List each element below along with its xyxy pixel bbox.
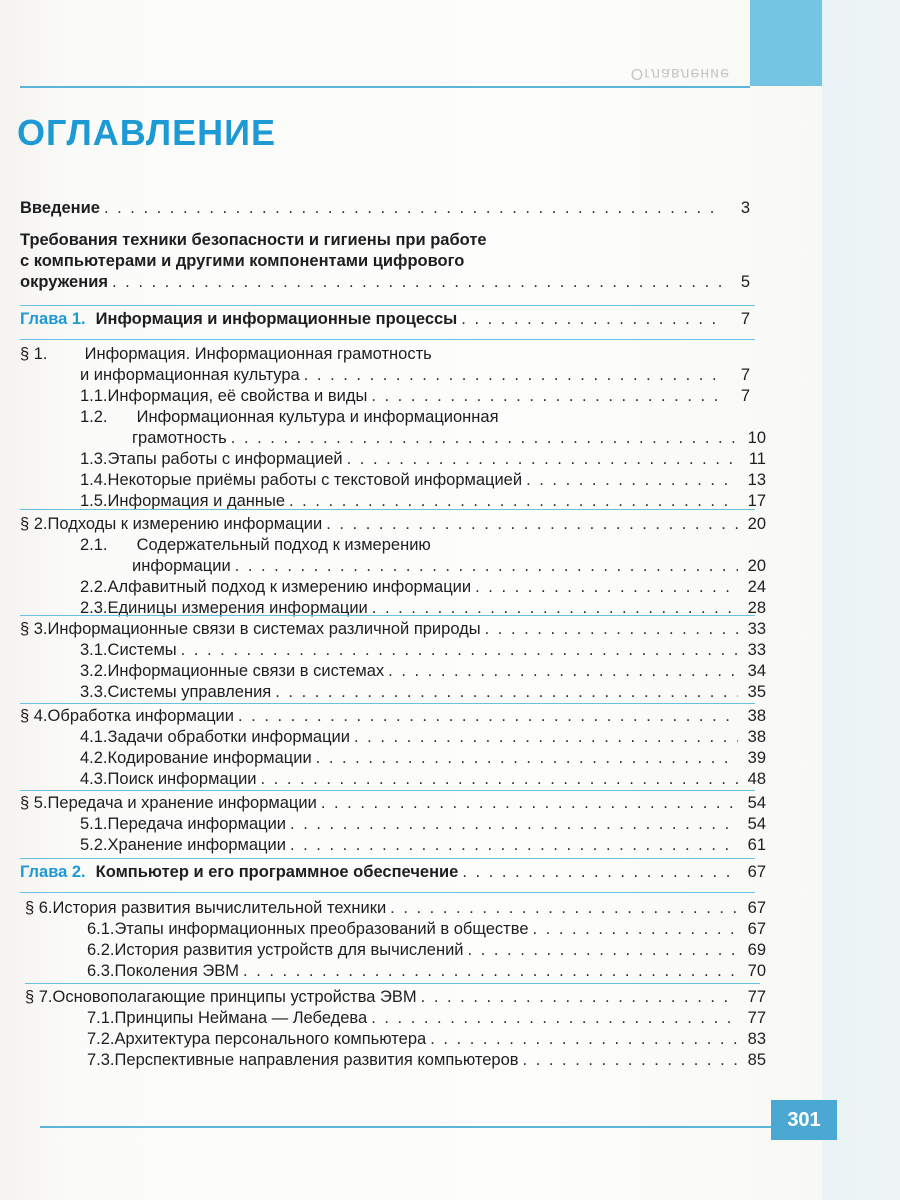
subsection-title: Системы управления (107, 683, 272, 701)
subsection-number: 5.1. (80, 815, 108, 833)
toc-section-6[interactable] (25, 898, 766, 918)
toc-entry-page: 70 (747, 962, 766, 980)
subsection-title: Передача информации (107, 815, 287, 833)
subsection-title: Информация и данные (107, 492, 286, 510)
toc-entry-page: 54 (747, 815, 766, 833)
subsection-title: История развития устройств для вычислений (114, 941, 464, 959)
subsection-number: 7.3. (87, 1051, 115, 1069)
toc-subsection-3-3[interactable] (80, 682, 766, 702)
subsection-title: Хранение информации (107, 836, 286, 854)
subsection-title-line2: грамотность (132, 429, 227, 447)
leader-dots (371, 1008, 738, 1028)
toc-entry-page: 33 (747, 641, 766, 659)
toc-subsection-1-5[interactable] (80, 491, 766, 511)
subsection-number: 4.1. (80, 728, 108, 746)
toc-subsection-6-1[interactable] (87, 919, 766, 939)
toc-entry-page: 20 (747, 557, 766, 575)
toc-entry-page: 38 (747, 728, 766, 746)
toc-entry-title: Введение (20, 199, 100, 217)
toc-entry-page: 33 (747, 620, 766, 638)
leader-dots (289, 491, 738, 511)
footer-rule (40, 1126, 771, 1128)
subsection-title: Алфавитный подход к измерению информации (107, 578, 472, 596)
section-number: § 1. (20, 345, 48, 363)
toc-entry-page: 13 (747, 471, 766, 489)
toc-entry-page: 34 (747, 662, 766, 680)
leader-dots (304, 365, 722, 385)
subsection-number: 2.3. (80, 599, 108, 617)
subsection-number: 4.2. (80, 749, 108, 767)
toc-chapter-1[interactable] (20, 309, 750, 329)
subsection-number: 3.1. (80, 641, 108, 659)
toc-section-3[interactable] (20, 619, 766, 639)
leader-dots (421, 987, 738, 1007)
toc-entry-page: 67 (747, 863, 766, 881)
leader-dots (462, 862, 738, 882)
toc-entry-page: 61 (747, 836, 766, 854)
toc-entry-page: 28 (747, 599, 766, 617)
subsection-number: 3.2. (80, 662, 108, 680)
section-title: Основополагающие принципы устройства ЭВМ (52, 988, 417, 1006)
chapter-title: Информация и информационные процессы (95, 310, 458, 328)
toc-entry-safety-line2: с компьютерами и другими компонентами цифрового (20, 252, 465, 270)
toc-entry-page: 10 (747, 429, 766, 447)
section-title: Информационные связи в системах различной природы (47, 620, 481, 638)
toc-entry-page: 48 (747, 770, 766, 788)
chapter-separator (20, 858, 755, 859)
toc-entry-page: 54 (747, 794, 766, 812)
toc-section-2[interactable] (20, 514, 766, 534)
toc-section-5[interactable] (20, 793, 766, 813)
subsection-title: Этапы работы с информацией (107, 450, 343, 468)
subsection-number: 4.3. (80, 770, 108, 788)
leader-dots (181, 640, 738, 660)
toc-entry-page: 69 (747, 941, 766, 959)
subsection-number: 6.2. (87, 941, 115, 959)
section-separator (25, 983, 760, 984)
toc-entry-page: 7 (740, 366, 750, 384)
leader-dots (390, 898, 738, 918)
toc-entry-page: 5 (740, 273, 750, 291)
leader-dots (347, 449, 738, 469)
toc-section-1-line1 (20, 344, 432, 364)
section-number: § 5. (20, 794, 48, 812)
leader-dots (485, 619, 738, 639)
leader-dots (231, 428, 738, 448)
section-separator (20, 892, 755, 893)
page-number: 301 (771, 1100, 837, 1140)
section-title-line1: Информация. Информационная грамотность (84, 345, 432, 363)
leader-dots (290, 835, 738, 855)
toc-entry-safety[interactable] (20, 272, 750, 292)
toc-entry-page: 35 (747, 683, 766, 701)
subsection-title: Кодирование информации (107, 749, 312, 767)
running-head: Оглавление (630, 65, 730, 82)
toc-entry-page: 7 (740, 310, 750, 328)
leader-dots (371, 386, 722, 406)
leader-dots (321, 793, 738, 813)
leader-dots (235, 556, 738, 576)
subsection-title: Информация, её свойства и виды (107, 387, 368, 405)
subsection-number: 1.4. (80, 471, 108, 489)
toc-entry-page: 7 (740, 387, 750, 405)
toc-subsection-5-2[interactable] (80, 835, 766, 855)
section-separator (20, 509, 755, 510)
toc-entry-intro[interactable] (20, 198, 750, 218)
section-title: Передача и хранение информации (47, 794, 317, 812)
toc-entry-page: 20 (747, 515, 766, 533)
subsection-title: Некоторые приёмы работы с текстовой информацией (107, 471, 523, 489)
section-number: § 4. (20, 707, 48, 725)
leader-dots (326, 514, 738, 534)
toc-subsection-1-2-line1 (80, 407, 499, 427)
toc-subsection-7-2[interactable] (87, 1029, 766, 1049)
subsection-number: 6.3. (87, 962, 115, 980)
toc-entry-page: 85 (747, 1051, 766, 1069)
toc-entry-page: 11 (748, 450, 766, 468)
toc-entry-title: окружения (20, 273, 108, 291)
section-number: § 6. (25, 899, 53, 917)
subsection-number: 7.1. (87, 1009, 115, 1027)
toc-entry-page: 17 (747, 492, 766, 510)
chapter-title: Компьютер и его программное обеспечение (95, 863, 459, 881)
subsection-number: 5.2. (80, 836, 108, 854)
toc-subsection-3-1[interactable] (80, 640, 766, 660)
toc-subsection-7-1[interactable] (87, 1008, 766, 1028)
toc-subsection-1-3[interactable] (80, 449, 766, 469)
toc-entry-page: 39 (747, 749, 766, 767)
toc-subsection-3-2[interactable] (80, 661, 766, 681)
toc-subsection-4-2[interactable] (80, 748, 766, 768)
toc-section-4[interactable] (20, 706, 766, 726)
leader-dots (275, 682, 738, 702)
toc-subsection-4-3[interactable] (80, 769, 766, 789)
leader-dots (461, 309, 722, 329)
subsection-number: 2.2. (80, 578, 108, 596)
leader-dots (261, 769, 739, 789)
toc-subsection-7-3[interactable] (87, 1050, 766, 1070)
toc-section-1[interactable] (80, 365, 750, 385)
subsection-title-line1: Содержательный подход к измерению (136, 536, 431, 554)
toc-entry-page: 77 (747, 1009, 766, 1027)
toc-entry-page: 67 (747, 920, 766, 938)
section-number: § 7. (25, 988, 53, 1006)
toc-subsection-4-1[interactable] (80, 727, 766, 747)
toc-subsection-6-2[interactable] (87, 940, 766, 960)
subsection-title: Поколения ЭВМ (114, 962, 240, 980)
leader-dots (354, 727, 738, 747)
leader-dots (104, 198, 722, 218)
subsection-title: Архитектура персонального компьютера (114, 1030, 427, 1048)
subsection-title: Поиск информации (107, 770, 257, 788)
toc-subsection-1-4[interactable] (80, 470, 766, 490)
subsection-title-line2: информации (132, 557, 231, 575)
leader-dots (523, 1050, 738, 1070)
toc-subsection-1-2[interactable] (132, 428, 766, 448)
page-title: ОГЛАВЛЕНИЕ (17, 112, 277, 153)
section-title: История развития вычислительной техники (52, 899, 387, 917)
leader-dots (243, 961, 738, 981)
leader-dots (468, 940, 738, 960)
leader-dots (475, 577, 738, 597)
leader-dots (533, 919, 739, 939)
toc-subsection-5-1[interactable] (80, 814, 766, 834)
subsection-number: 1.1. (80, 387, 108, 405)
leader-dots (316, 748, 738, 768)
section-title: Обработка информации (47, 707, 234, 725)
subsection-title: Этапы информационных преобразований в обществе (114, 920, 529, 938)
chapter-separator (20, 305, 755, 306)
section-separator (20, 703, 755, 704)
leader-dots (526, 470, 738, 490)
toc-entry-safety-line1: Требования техники безопасности и гигиены при работе (20, 231, 487, 249)
toc-entry-page: 83 (747, 1030, 766, 1048)
section-number: § 3. (20, 620, 48, 638)
toc-entry-page: 38 (747, 707, 766, 725)
subsection-number: 6.1. (87, 920, 115, 938)
toc-chapter-2[interactable] (20, 862, 766, 882)
subsection-number: 7.2. (87, 1030, 115, 1048)
subsection-title: Перспективные направления развития компьютеров (114, 1051, 519, 1069)
toc-subsection-2-1[interactable] (132, 556, 766, 576)
leader-dots (112, 272, 722, 292)
subsection-title: Единицы измерения информации (107, 599, 368, 617)
toc-entry-page: 67 (747, 899, 766, 917)
chapter-label: Глава 2. (20, 863, 86, 881)
subsection-title: Принципы Неймана — Лебедева (114, 1009, 368, 1027)
subsection-title-line1: Информационная культура и информационная (136, 408, 499, 426)
toc-entry-page: 24 (747, 578, 766, 596)
toc-subsection-2-2[interactable] (80, 577, 766, 597)
section-separator (20, 615, 755, 616)
subsection-number: 1.2. (80, 408, 108, 426)
leader-dots (430, 1029, 738, 1049)
toc-subsection-6-3[interactable] (87, 961, 766, 981)
subsection-number: 1.5. (80, 492, 108, 510)
subsection-number: 3.3. (80, 683, 108, 701)
toc-entry-page: 77 (747, 988, 766, 1006)
chapter-label: Глава 1. (20, 310, 86, 328)
section-number: § 2. (20, 515, 48, 533)
toc-subsection-1-1[interactable] (80, 386, 750, 406)
subsection-title: Системы (107, 641, 177, 659)
subsection-number: 2.1. (80, 536, 108, 554)
section-separator (20, 339, 755, 340)
section-title-line2: и информационная культура (80, 366, 300, 384)
toc-section-7[interactable] (25, 987, 766, 1007)
section-title: Подходы к измерению информации (47, 515, 323, 533)
leader-dots (290, 814, 738, 834)
section-separator (20, 790, 755, 791)
leader-dots (388, 661, 738, 681)
subsection-title: Информационные связи в системах (107, 662, 385, 680)
toc-entry-page: 3 (740, 199, 750, 217)
subsection-title: Задачи обработки информации (107, 728, 350, 746)
leader-dots (238, 706, 738, 726)
subsection-number: 1.3. (80, 450, 108, 468)
toc-subsection-2-1-line1 (80, 535, 431, 555)
